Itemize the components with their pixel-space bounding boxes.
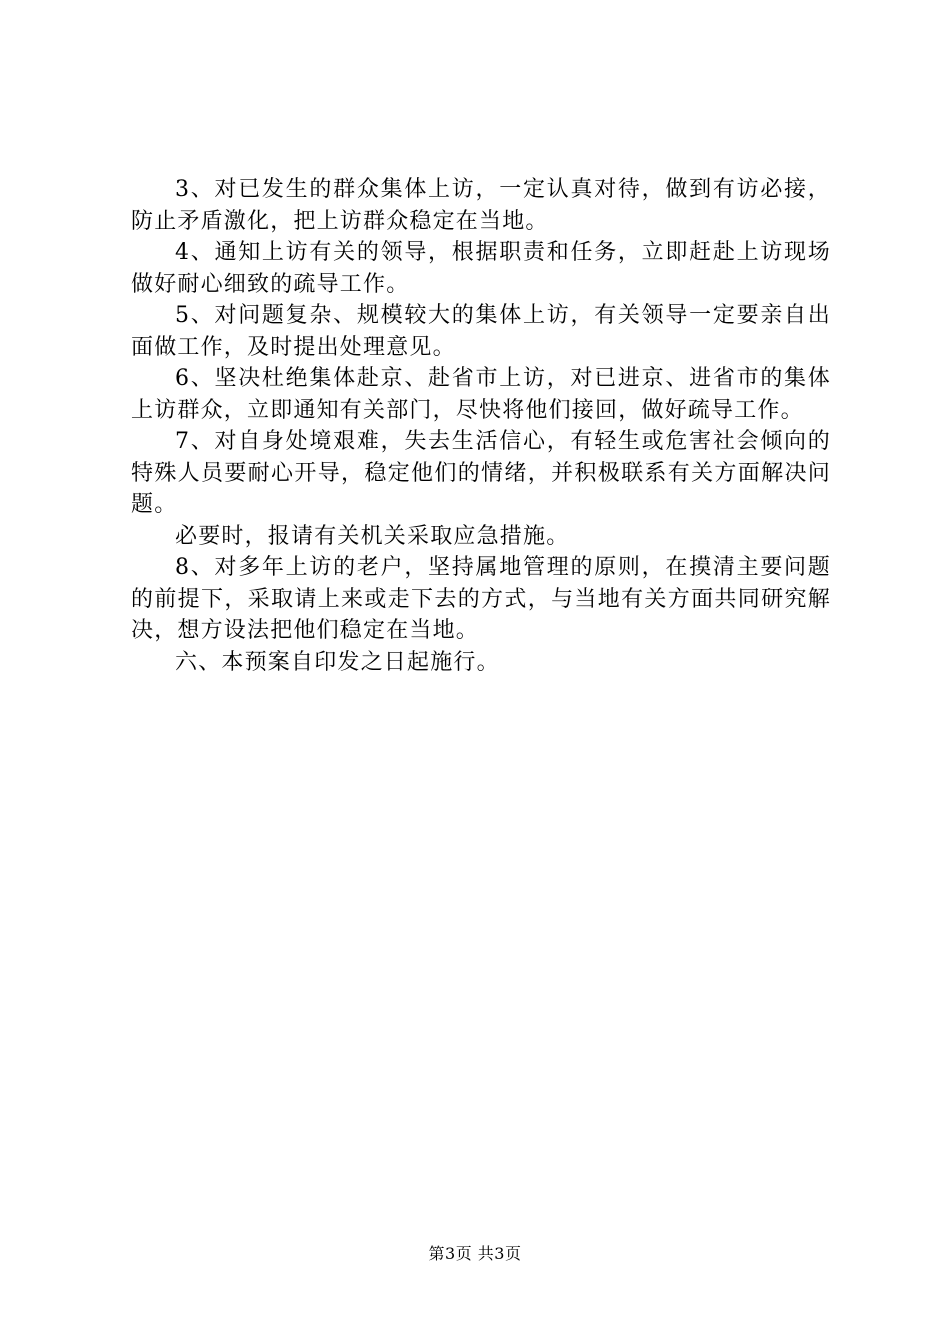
paragraph-effective-date: 六、本预案自印发之日起施行。 xyxy=(175,649,500,675)
paragraph-item-7: 7、对自身处境艰难，失去生活信心，有轻生或危害社会倾向的特殊人员要耐心开导，稳定他们的情绪，并积极联系有关方面解决问题。 xyxy=(131,429,831,517)
paragraph-item-4: 4、通知上访有关的领导，根据职责和任务，立即赶赴上访现场做好耐心细致的疏导工作。 xyxy=(131,240,831,297)
document-body xyxy=(131,174,831,678)
paragraph-item-6: 6、坚决杜绝集体赴京、赴省市上访，对已进京、进省市的集体上访群众，立即通知有关部门，尽快将他们接回，做好疏导工作。 xyxy=(131,366,831,423)
paragraph-item-5: 5、对问题复杂、规模较大的集体上访，有关领导一定要亲自出面做工作，及时提出处理意见。 xyxy=(131,303,831,360)
page-number-footer: 第3页 共3页 xyxy=(428,1244,522,1263)
paragraph-emergency-measures: 必要时，报请有关机关采取应急措施。 xyxy=(175,523,570,549)
paragraph-item-8: 8、对多年上访的老户，坚持属地管理的原则，在摸清主要问题的前提下，采取请上来或走下去的方式，与当地有关方面共同研究解决，想方设法把他们稳定在当地。 xyxy=(131,555,831,643)
paragraph-item-3: 3、对已发生的群众集体上访，一定认真对待，做到有访必接，防止矛盾激化，把上访群众稳定在当地。 xyxy=(131,177,831,234)
